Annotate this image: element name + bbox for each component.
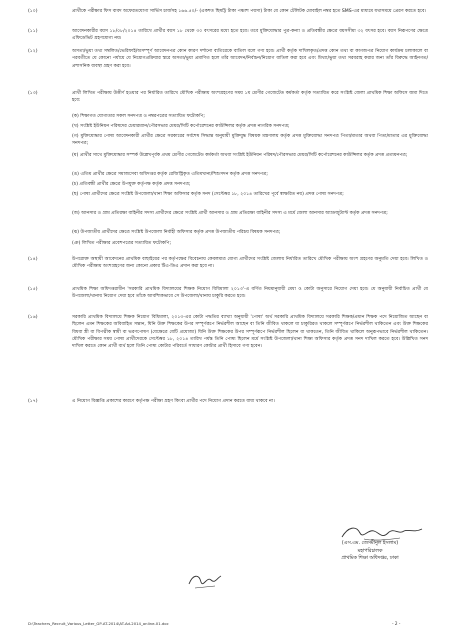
subitem-nya <box>72 240 428 247</box>
signatory-title: মহাপরিচালক <box>357 548 383 554</box>
subitem-label: (ঘ) <box>72 153 79 158</box>
signatory-name: (এস.এম. জেসমীনুল ইসলাম) <box>341 541 399 546</box>
footer-file-path: D:\Teachers_Recruit_Various_Letter_GP-AT-2014\AT-Ad-2014_online-01.doc <box>28 621 169 626</box>
subitem-kha <box>72 123 428 130</box>
signatory-office: প্রাথমিক শিক্ষা অধিদপ্তর, ঢাকা <box>341 556 399 561</box>
subitem-ga <box>72 133 428 148</box>
subitem-label: (গ) <box>72 134 79 139</box>
paragraph-number: (১৬) <box>28 315 38 320</box>
subitem-gha <box>72 152 428 159</box>
paragraph-text: উপরোক্ত অস্থায়ী আবেদনের প্রাথমিক বাছাইয়ের পর কর্তৃপক্ষের বিবেচনায় কেবলমাত্র যোগ্য প্রার্থীদের সংশ্লিষ্ট জেলায় নির্ধারিত তারিখে মৌখিক পরীক্ষায় অংশ গ্রহণের অনুমতি দেয়া হবে। লিখিত ও মৌখিক পরীক্ষায় অংশগ্রহণের জন্য কোনো প্রকার টিএ-ডিএ প্রদান করা হবে না। <box>72 257 428 270</box>
paragraph-text: সরকারি প্রাথমিক বিদ্যালয়ে শিক্ষক নিয়োগ বিধিমালা, ২০১৩-এর কোটা পদ্ধতির ব্যাখ্যা অনুযায়ী 'পোষ্য' অর্থ সরকারি প্রাথমিক বিদ্যালয়ে সরকারি শিক্ষক/প্রধান শিক্ষক পদে নিয়োজিত আছেন বা ছিলেন এমন শিক্ষকের অবিবাহিত সন্তান, যিনি উক্ত শিক্ষকের উপর সম্পূর্ণরূপে নির্ভরশীল আছেন বা তিনি জীবিত থাকলে যা চাকুরিরত থাকলে সম্পূর্ণরূপে নির্ভরশীল থাকিতেন এবং উক্ত শিক্ষকের বিধবা স্ত্রী বা বিপত্নীক স্বামী বা ভরণপোষণ (যেক্ষেত্রে যেটি প্রযোজ্য) যিনি উক্ত শিক্ষকের উপর সম্পূর্ণরূপে নির্ভরশীল ছিলেন বা থাকতেন, তিনি জীবিত থাকিলে অনুরূপভাবে নির্ভরশীল থাকিতেন। মৌখিক পরীক্ষার সময় পোষ্য প্রার্থীদেরকে সেপ্টেম্বর ১৮, ২০১৪ তারিখ পর্যন্ত তিনি পোষ্য ছিলেন মর্মে সংশ্লিষ্ট উপজেলা/থানা শিক্ষা অফিসার কর্তৃক প্রদত্ত সনদ দাখিল করতে হবে। উল্লিখিত সনদ দাখিল করতে কোন প্রার্থী ব্যর্থ হলে তিনি পোষ্য কোটার পরিবর্তে সাধারণ কোটার প্রার্থী হিসাবে গণ্য হবেন। <box>72 315 428 350</box>
subitem-label: (ঝ) <box>72 230 80 235</box>
initial-mark-icon <box>185 570 225 592</box>
subitem-uma <box>72 171 428 178</box>
subitem-label: (ঙ) <box>72 172 79 177</box>
subitem-text: শিক্ষাগত যোগ্যতার সকল সনদপত্র ও নম্বরপত্রের সত্যায়িত ফটোকপি; <box>80 114 205 119</box>
signature-block <box>300 540 440 563</box>
paragraph-text: আবেদনকারীর বয়স ১৮/০৮/২০১৪ তারিখে প্রার্থীর বয়স ১৮ থেকে ৩০ বৎসরের মধ্যে হতে হবে। তবে মুক্তিযোদ্ধার পুত্র-কন্যা ও প্রতিবন্ধীর ক্ষেত্রে বয়সসীমা ৩২ বৎসর হবে। বয়স নিরূপণের ক্ষেত্রে এফিডেভিট গ্রহণযোগ্য নয়। <box>72 29 428 42</box>
subitem-label: (ঞ) <box>72 241 81 246</box>
subitem-text: প্রতিবন্ধী প্রার্থীর ক্ষেত্রে উপযুক্ত কর্তৃপক্ষ কর্তৃক প্রদত্ত সনদপত্র; <box>79 182 191 187</box>
subitem-label: (চ) <box>72 182 79 187</box>
subitem-text: সংশ্লিষ্ট ইউনিয়ন পরিষদের চেয়ারম্যান/পৌরসভার মেয়র/সিটি কর্পোরেশনের কাউন্সিলর কর্তৃক প্রদত্ত নাগরিক সনদপত্র; <box>80 124 290 129</box>
paragraph-text: অসত্য/ভুয়া তথ্য সম্বলিত/ভেরিফাই/অসম্পূর্ণ আবেদনপত্র কোন কারণ দর্শানো ব্যতিরেকে বাতিল বলে গণ্য হবে। প্রার্থী কর্তৃক দাখিলকৃত/প্রদত্ত কোন তথ্য বা কাগজপত্র নিয়োগ কার্যক্রম চলাকালে বা পরবর্তীতে যে কোনো পর্যায়ে যে নিয়োগপ্রক্রিয়ার স্তরে অসত্য/ভুয়া প্রমাণিত হলে তাঁর আবেদন/নির্বাচন/নিয়োগ বাতিল করা হবে এবং মিথ্যা/ভুয়া তথ্য সরবরাহ করার জন্য তাঁর বিরুদ্ধে আইনগত/প্রশাসনিক ব্যবস্থা গ্রহণ করা হবে। <box>72 49 428 69</box>
footer-page-number: - 2 - <box>392 621 401 626</box>
subitem-text: মুক্তিযোদ্ধার পোষ্য আবেদনকারী প্রার্থীর ক্ষেত্রে সরকারের সর্বশেষ সিদ্ধান্ত অনুযায়ী মুক্তিযুদ্ধ বিষয়ক মন্ত্রণালয় কর্তৃক প্রদত্ত মুক্তিযোদ্ধা সনদপত্র পিতা/মাতার অথবা পিতা/মাতার এর মুক্তিযোদ্ধা সনদপত্র; <box>72 134 429 147</box>
paragraph-number: (১৪) <box>28 257 38 262</box>
subitem-ja <box>72 210 428 217</box>
paragraph-number: (১২) <box>28 49 38 54</box>
subitem-text: উপজাতীয় প্রার্থীদের ক্ষেত্রে সংশ্লিষ্ট উপজেলা নির্বাহী অফিসার কর্তৃক প্রদত্ত উপজাতীয় পরিচয় বিষয়ক সনদপত্র; <box>80 230 281 235</box>
subitem-text: এতিম প্রার্থীর ক্ষেত্রে সমাজসেবা অধিদপ্তর কর্তৃক রেজিস্ট্রিকৃত এতিমখানা/শিশুসদন কর্তৃক প্রদত্ত সনদপত্র; <box>80 172 268 177</box>
subitem-label: (জ) <box>72 211 80 216</box>
subitem-ka <box>72 113 428 120</box>
paragraph-number: (১০) <box>28 9 38 14</box>
paragraph-number: (১৭) <box>28 399 38 404</box>
paragraph-number: (১৫) <box>28 287 38 292</box>
subitem-text: আনসার ও গ্রাম প্রতিরক্ষা বাহিনীর সদস্য প্রার্থীদের ক্ষেত্রে সংশ্লিষ্ট প্রার্থী আনসার ও গ্রাম প্রতিরক্ষা বাহিনীর সদস্য এ মর্মে জেলা আনসার অ্যাডজুট্যান্ট কর্তৃক প্রদত্ত সনদপত্র; <box>81 211 388 216</box>
paragraph-text: এ নিয়োগ বিজ্ঞপ্তি প্রকাশের কারণে কর্তৃপক্ষ পরীক্ষা গ্রহণ কিংবা প্রার্থীর পদে নিয়োগ প্রদান করতে বাধ্য থাকবে না। <box>72 399 275 404</box>
paragraph-number: (১৩) <box>28 91 38 96</box>
paragraph-text: প্রার্থীকে পরীক্ষার ফিস বাবদ অফেরতযোগ্য সার্ভিস চার্জসহ ১৬৬.৫০/- (একশত ছিষট্টি টাকা পঞ্চাশ পয়সা) টাকা যে কোন টেলিটক মোবাইল নম্বর হতে SMS-এর মাধ্যমে যথাসময়ে প্রেরণ করতে হবে। <box>72 9 427 14</box>
subitem-text: লিখিত পরীক্ষার প্রবেশপত্রের সত্যায়িত ফটোকপি; <box>81 241 172 246</box>
subitem-label: (খ) <box>72 124 79 129</box>
subitem-jha <box>72 229 428 236</box>
subitem-label: (ছ) <box>72 192 79 197</box>
subitem-cha <box>72 181 428 188</box>
paragraph-number: (১১) <box>28 29 38 34</box>
paragraph-text: প্রার্থী লিখিত পরীক্ষায় উত্তীর্ণ হওয়ার পর নির্ধারিত তারিখে মৌখিক পরীক্ষায় অংশগ্রহণের সময় ১ম শ্রেণীর গেজেটেড কর্মকর্তা কর্তৃক সত্যায়িত করে সংশ্লিষ্ট জেলা প্রাথমিক শিক্ষা অফিসে জমা দিতে হবে: <box>72 91 428 104</box>
subitem-text: পোষ্য প্রার্থীদের ক্ষেত্রে সংশ্লিষ্ট উপজেলা/থানা শিক্ষা অফিসার কর্তৃক সনদ (সেপ্টেম্বর ১৮, ২০১৪ তারিখের পূর্বে স্বাক্ষরিত নয়) প্রদত্ত পোষ্য সনদপত্র; <box>79 192 344 197</box>
subitem-chha <box>72 191 428 198</box>
subitem-text: প্রার্থীর সাথে মুক্তিযোদ্ধার সম্পর্ক উল্লেখপূর্বক প্রথম শ্রেণীর গেজেটেড কর্মকর্তা অথবা সংশ্লিষ্ট ইউনিয়ন পরিষদ/পৌরসভার মেয়র/সিটি কর্পোরেশনের কাউন্সিলর কর্তৃক প্রদত্ত প্রত্যয়নপত্র; <box>79 153 408 158</box>
subitem-label: (ক) <box>72 114 79 119</box>
paragraph-text: প্রাথমিক শিক্ষা অধিদপ্তরাধীন 'সরকারি প্রাথমিক বিদ্যালয়ের শিক্ষক নিয়োগ বিধিমালা ২০১৩'-এ বর্ণিত নিয়মানুযায়ী মেধা ও কোটা অনুসারে নিয়োগ দেয়া হবে। যে অনুযায়ী নির্বাচিত প্রার্থী যে উপজেলা/থানায় নিয়োগ দেয়া হবে তাঁকে আবশ্যিকভাবে সে উপজেলা/থানায় চাকুরি করতে হবে। <box>72 287 428 300</box>
